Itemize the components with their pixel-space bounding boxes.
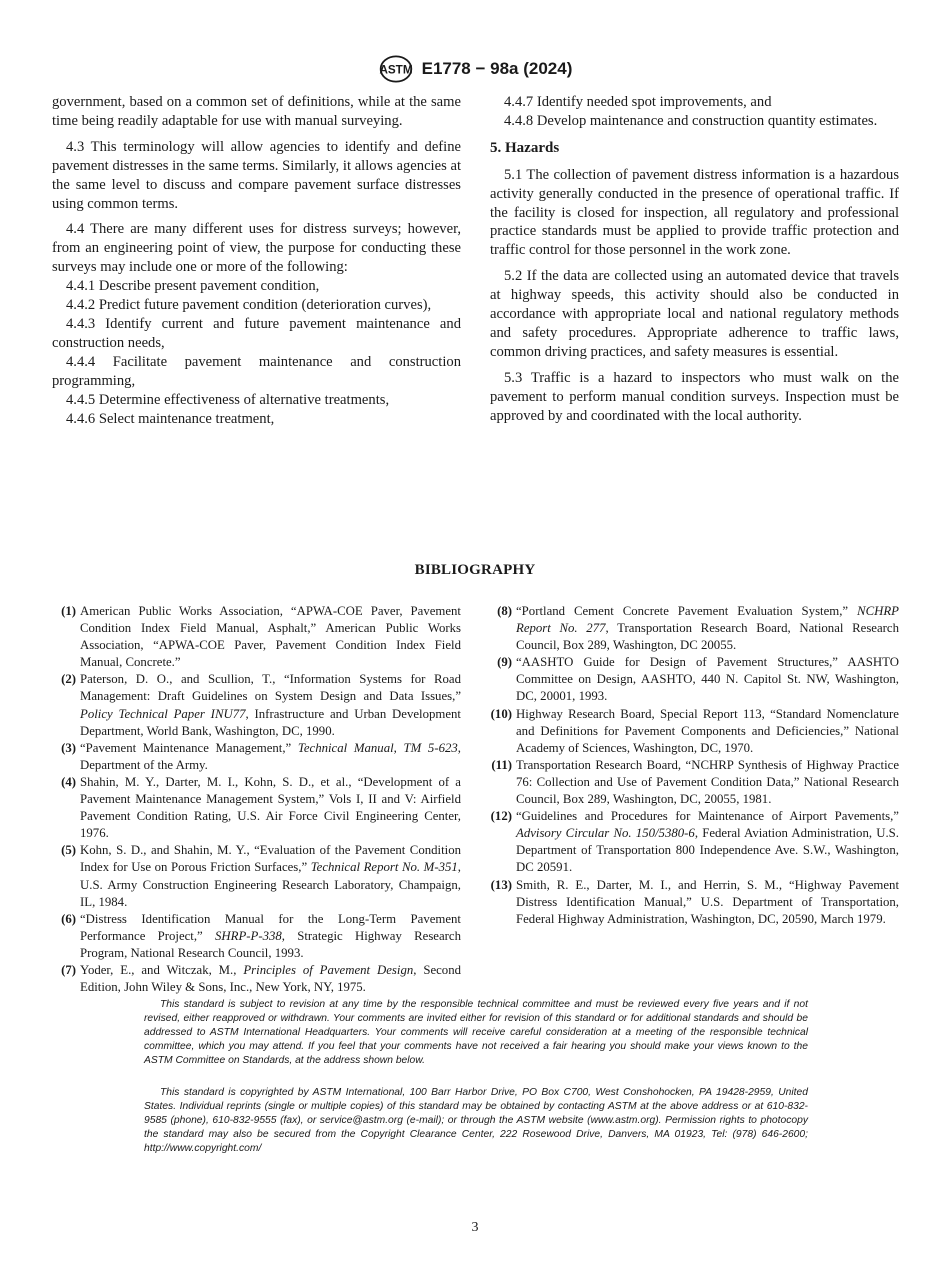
svg-text:ASTM: ASTM <box>379 63 413 77</box>
list-item: 4.4.6 Select maintenance treatment, <box>66 410 275 427</box>
reference-item <box>488 603 899 654</box>
reference-number: (10) <box>490 706 512 721</box>
list-item: 4.4.1 Describe present pavement condition, <box>66 278 320 295</box>
paragraph-5-1: 5.1 The collection of pavement distress information is a hazardous activity generally conducted in the presence of operational traffic. If the facility is closed for inspection, all regulatory and professional practice standards must be applied to provide traffic protection and traffic control for those personnel in the work zone. <box>490 166 899 259</box>
reference-text: Yoder, E., and Witczak, M., Principles of Pavement Design, Second Edition, John Wiley & Sons, Inc., New York, NY, 1975. <box>80 962 462 995</box>
paragraph-4-4: 4.4 There are many different uses for distress surveys; however, from an engineering point of view, the purpose for conducting these surveys may include one or more of the following: <box>52 221 461 276</box>
paragraph-intro: government, based on a common set of definitions, while at the same time being readily adaptable for use with manual surveying. <box>52 94 461 129</box>
reference-item <box>52 842 461 910</box>
paragraph-4-3: 4.3 This terminology will allow agencies to identify and define pavement distresses in the same terms. Similarly, it allows agencies at the same level to discuss and compare pavement surface distresses using common terms. <box>52 138 461 212</box>
revision-notice-text: This standard is subject to revision at any time by the responsible technical committee and must be reviewed every five years and if not revised, either reapproved or withdrawn. Your comments are invited either for revision of this standard or for additional standards and should be addressed to ASTM International Headquarters. Your comments will receive careful consideration at a meeting of the responsible technical committee, which you may attend. If you feel that your comments have not received a fair hearing you should make your views known to the ASTM Committee on Standards, at the address shown below. <box>144 999 808 1067</box>
reference-item <box>52 962 461 996</box>
reference-text: “Distress Identification Manual for the Long-Term Pavement Performance Project,” SHRP-P-338, Strategic Highway Research Program, National Research Council, 1993. <box>80 911 461 960</box>
reference-number: (7) <box>61 962 76 977</box>
list-item: 4.4.7 Identify needed spot improvements, and <box>504 94 772 110</box>
reference-text: “Guidelines and Procedures for Maintenance of Airport Pavements,” Advisory Circular No. 150/5380-6, Federal Aviation Administration, U.S. Department of Transportation 800 Independence Ave. S.W., Washington, DC 20591. <box>516 809 899 875</box>
reference-text: Transportation Research Board, “NCHRP Synthesis of Highway Practice 76: Collection and Use of Pavement Condition Data,” National Research Council, Box 289, Washington, DC, 20055, 1981. <box>516 757 899 807</box>
reference-item <box>52 774 461 842</box>
list-item: 4.4.3 Identify current and future pavement maintenance and construction needs, <box>52 315 461 351</box>
reference-number: (9) <box>497 655 512 670</box>
left-column <box>52 93 461 428</box>
reference-number: (4) <box>61 774 76 789</box>
reference-item <box>52 671 461 739</box>
list-item: 4.4.8 Develop maintenance and construction quantity estimates. <box>504 112 878 129</box>
reference-text: Paterson, D. O., and Scullion, T., “Information Systems for Road Management: Draft Guidelines on System Design and Data Issues,” Policy Technical Paper INU77, Infrastructure and Urban Development Department, World Bank, Washington, DC, 1990. <box>80 672 461 738</box>
reference-text: “Pavement Maintenance Management,” Technical Manual, TM 5-623, Department of the Army. <box>80 740 461 772</box>
reference-text: Smith, R. E., Darter, M. I., and Herrin, S. M., “Highway Pavement Distress Identification Manual,” U.S. Department of Transportation, Federal Highway Administration, Washington, DC, 20590, March 1979. <box>516 877 899 926</box>
paragraph-5-2: 5.2 If the data are collected using an automated device that travels at highway speeds, this activity should also be conducted in accordance with appropriate local and national regulatory methods and safety procedures. Appropriate adherence to traffic laws, common driving practices, and safety measures is essential. <box>490 268 899 360</box>
revision-notice <box>144 998 808 1068</box>
reference-text: “AASHTO Guide for Design of Pavement Structures,” AASHTO Committee on Design, AASHTO, 440 N. Capitol St. NW, Washington, DC, 20001, 1993. <box>516 655 899 704</box>
bibliography-left-column <box>52 603 461 996</box>
reference-text: “Portland Cement Concrete Pavement Evaluation System,” NCHRP Report No. 277, Transportation Research Board, National Research Council, Box 289, Washington, DC 20055. <box>516 604 900 653</box>
reference-text: Kohn, S. D., and Shahin, M. Y., “Evaluation of the Pavement Condition Index for Use on Porous Friction Surfaces,” Technical Report No. M-351, U.S. Army Construction Engineering Research Laboratory, Champaign, IL, 1984. <box>80 843 461 909</box>
reference-item <box>488 706 899 757</box>
section-heading-hazards: 5. Hazards <box>490 139 560 156</box>
page-number: 3 <box>471 1220 479 1235</box>
reference-item <box>52 603 461 671</box>
bibliography-title: BIBLIOGRAPHY <box>414 562 536 578</box>
reference-number: (11) <box>491 757 512 772</box>
reference-number: (13) <box>490 877 512 892</box>
reference-number: (2) <box>61 672 76 687</box>
reference-number: (5) <box>61 843 76 858</box>
reference-text: Shahin, M. Y., Darter, M. I., Kohn, S. D., et al., “Development of a Pavement Maintenance Management System,” Vols I, II and V: Airfield Pavement Condition Rating, U.S. Air Force Civil Engineering Center, 1976. <box>80 774 461 841</box>
copyright-notice-text: This standard is copyrighted by ASTM International, 100 Barr Harbor Drive, PO Box C700, West Conshohocken, PA 19428-2959, United States. Individual reprints (single or multiple copies) of this standard may be obtained by contacting ASTM at the above address or at 610-832-9585 (phone), 610-832-9555 (fax), or service@astm.org (e-mail); or through the ASTM website (www.astm.org). Permission rights to photocopy the standard may also be secured from the Copyright Clearance Center, 222 Rosewood Drive, Danvers, MA 01923, Tel: (978) 646-2600; http://www.copyright.com/ <box>144 1087 808 1155</box>
reference-item <box>488 654 899 705</box>
reference-number: (1) <box>61 604 76 618</box>
list-item: 4.4.2 Predict future pavement condition (deterioration curves), <box>66 297 432 314</box>
right-column <box>490 93 899 433</box>
reference-text: American Public Works Association, “APWA-COE Paver, Pavement Condition Index Field Manual, Asphalt,” American Public Works Association, “APWA-COE Paver, Pavement Condition Index Field Manual, Concrete.” <box>80 604 461 670</box>
list-item: 4.4.5 Determine effectiveness of alternative treatments, <box>66 391 390 408</box>
reference-text: Highway Research Board, Special Report 113, “Standard Nomenclature and Definitions for Pavement Components and Deficiencies,” National Academy of Sciences, Washington, DC, 1970. <box>516 706 899 755</box>
list-item: 4.4.4 Facilitate pavement maintenance and construction programming, <box>52 353 461 389</box>
paragraph-5-3: 5.3 Traffic is a hazard to inspectors who must walk on the pavement to perform manual condition surveys. Inspection must be approved by and coordinated with the local authority. <box>490 369 899 424</box>
reference-item <box>488 808 899 876</box>
copyright-notice <box>144 1086 808 1156</box>
reference-item <box>488 877 899 928</box>
page-header <box>0 52 950 86</box>
bibliography-right-column <box>488 603 899 928</box>
reference-number: (3) <box>61 740 76 755</box>
reference-item <box>52 740 461 774</box>
reference-item <box>52 911 461 962</box>
document-designation: E1778 − 98a (2024) <box>421 59 573 78</box>
reference-number: (6) <box>61 911 76 926</box>
reference-item <box>488 757 899 808</box>
reference-number: (8) <box>497 604 512 618</box>
reference-number: (12) <box>490 809 512 824</box>
astm-logo-icon <box>378 54 414 84</box>
